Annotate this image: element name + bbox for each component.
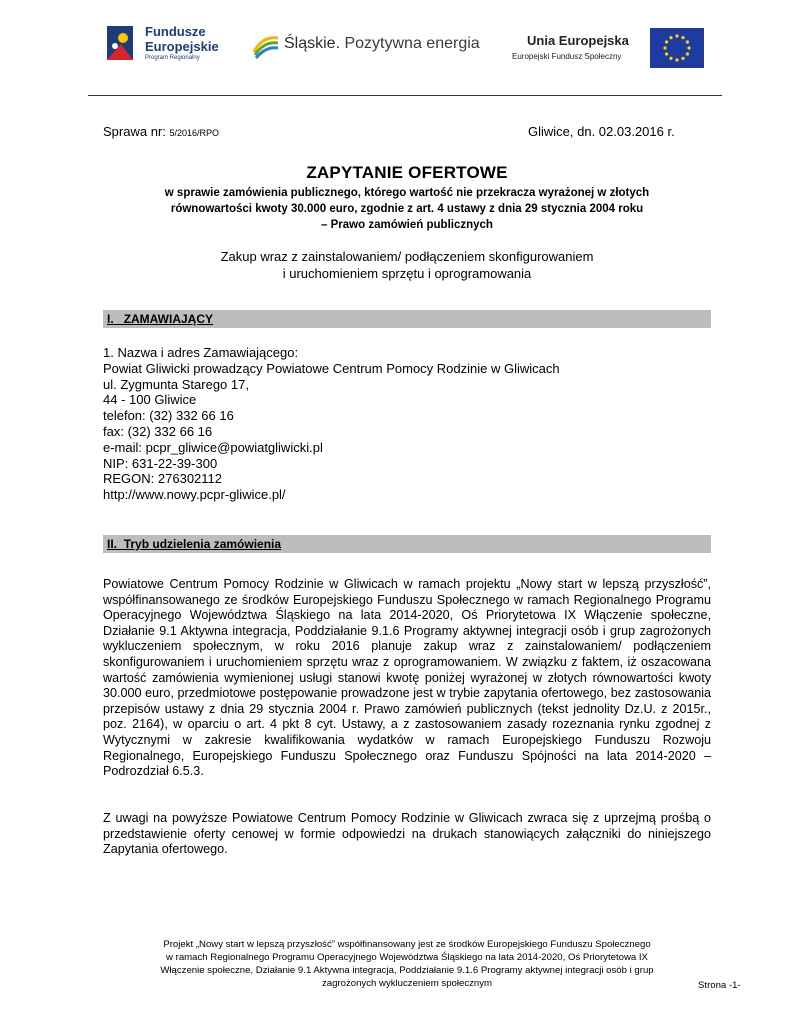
info-line: http://www.nowy.pcpr-gliwice.pl/ — [103, 487, 286, 503]
slaskie-logo-name: Śląskie. — [284, 35, 341, 52]
subject-line: Zakup wraz z zainstalowaniem/ podłączeniem skonfigurowaniem — [220, 249, 594, 264]
document-title: ZAPYTANIE OFERTOWE — [306, 163, 508, 182]
section-2-heading — [103, 537, 281, 551]
document-subtitle — [103, 185, 711, 233]
subtitle-line: równowartości kwoty 30.000 euro, zgodnie z art. 4 ustawy z dnia 29 stycznia 2004 roku — [170, 203, 644, 215]
slaskie-logo-tagline: Pozytywna energia — [344, 35, 480, 52]
slaskie-swirl-icon — [252, 32, 280, 60]
ue-logo-line1: Unia Europejska — [527, 33, 629, 48]
ue-logo-line2: Europejski Fundusz Społeczny — [512, 52, 622, 61]
section-2-header — [103, 535, 711, 553]
info-line: e-mail: pcpr_gliwice@powiatgliwicki.pl — [103, 439, 323, 455]
info-line: 44 - 100 Gliwice — [103, 392, 197, 408]
info-line: 1. Nazwa i adres Zamawiającego: — [103, 345, 299, 360]
unia-europejska-logo — [512, 28, 696, 72]
procedure-paragraph-2: Z uwagi na powyższe Powiatowe Centrum Pomocy Rodzinie w Gliwicach zwraca się z uprzejmą prośbą o przedstawienie oferty cenowej w formie odpowiedzi na drukach stanowiących załączniki do niniejszego Zapytania ofertowego. — [103, 811, 711, 857]
footer-line: Włączenie społeczne, Działanie 9.1 Aktywna integracja, Poddziałanie 9.1.6 Programy aktywnej integracji osób i grup — [160, 965, 654, 976]
section-2-number: II. — [107, 537, 118, 551]
case-label: Sprawa nr: — [103, 124, 166, 139]
footer-line: zagrożonych wykluczeniem społecznym — [321, 978, 493, 989]
info-line: fax: (32) 332 66 16 — [103, 423, 213, 439]
contracting-authority-info — [103, 345, 560, 503]
subtitle-line: – Prawo zamówień publicznych — [321, 219, 493, 231]
document-subject — [103, 248, 711, 282]
fundusze-europejskie-logo — [105, 22, 255, 72]
slaskie-logo — [252, 32, 482, 62]
subject-line: i uruchomieniem sprzętu i oprogramowania — [282, 266, 532, 281]
section-1-header — [103, 310, 711, 328]
slaskie-logo-text — [284, 35, 480, 53]
fe-logo-line1: Fundusze — [145, 24, 206, 39]
section-1-number: I. — [107, 312, 114, 326]
section-1-title: ZAMAWIAJĄCY — [123, 312, 214, 326]
section-1-heading — [103, 312, 213, 326]
procedure-paragraph-1: Powiatowe Centrum Pomocy Rodzinie w Gliwicach w ramach projektu „Nowy start w lepszą przyszłość”, współfinansowanego ze środków Europejskiego Funduszu Społecznego w ramach Regionalnego Programu Operacyjnego Województwa Śląskiego na lata 2014-2020, Oś Priorytetowa IX Włączenie społeczne, Działanie 9.1 Aktywna integracja, Poddziałanie 9.1.6 Programy aktywnej integracji osób i grup zagrożonych wykluczeniem społecznym, w roku 2016 planuje zakup wraz z zainstalowaniem/ podłączeniem skonfigurowaniem i uruchomieniem sprzętu wraz z oprogramowaniem. W związku z faktem, iż oszacowana wartość zamówienia wymienionej usługi stanowi kwotę poniżej wyrażonej w złotych równowartości kwoty 30.000 euro, przedmiotowe postępowanie prowadzone jest w trybie zapytania ofertowego, bez zastosowania przepisów ustawy z dnia 29 stycznia 2004 r. Prawo zamówień publicznych (tekst jednolity Dz.U. z 2015r., poz. 2164), w oparciu o art. 4 pkt 8 cyt. Ustawy, a z zastosowaniem zasady rozeznania rynku zgodnej z Wytycznymi w zakresie kwalifikowania wydatków w ramach Europejskiego Funduszu Rozwoju Regionalnego, Europejskiego Funduszu Społecznego oraz Funduszu Spójności na lata 2014-2020 – Podrozdział 6.5.3. — [103, 577, 711, 779]
footer-line: Projekt „Nowy start w lepszą przyszłość” współfinansowany jest ze środków Europejskiego Funduszu Społecznego — [163, 939, 651, 950]
page-number: Strona -1- — [698, 980, 741, 991]
fe-logo-line2: Europejskie — [145, 39, 219, 54]
footer-note — [103, 938, 711, 990]
place-date: Gliwice, dn. 02.03.2016 r. — [528, 124, 675, 139]
footer-line: w ramach Regionalnego Programu Operacyjnego Województwa Śląskiego na lata 2014-2020, Oś Priorytetowa IX — [166, 952, 648, 963]
fundusze-europejskie-flag-icon — [105, 22, 137, 64]
subtitle-line: w sprawie zamówienia publicznego, którego wartość nie przekracza wyrażonej w złotych — [164, 187, 650, 199]
eu-flag-icon — [650, 28, 704, 68]
case-number — [103, 124, 219, 139]
info-line: REGON: 276302112 — [103, 471, 222, 487]
fe-logo-line3: Program Regionalny — [145, 55, 200, 61]
info-line: Powiat Gliwicki prowadzący Powiatowe Centrum Pomocy Rodzinie w Gliwicach — [103, 360, 560, 376]
section-2-title: Tryb udzielenia zamówienia — [123, 537, 282, 551]
info-line: ul. Zygmunta Starego 17, — [103, 376, 249, 392]
header-divider — [88, 95, 722, 96]
info-line: telefon: (32) 332 66 16 — [103, 408, 234, 424]
case-number-value: 5/2016/RPO — [169, 128, 220, 138]
info-line: NIP: 631-22-39-300 — [103, 455, 218, 471]
